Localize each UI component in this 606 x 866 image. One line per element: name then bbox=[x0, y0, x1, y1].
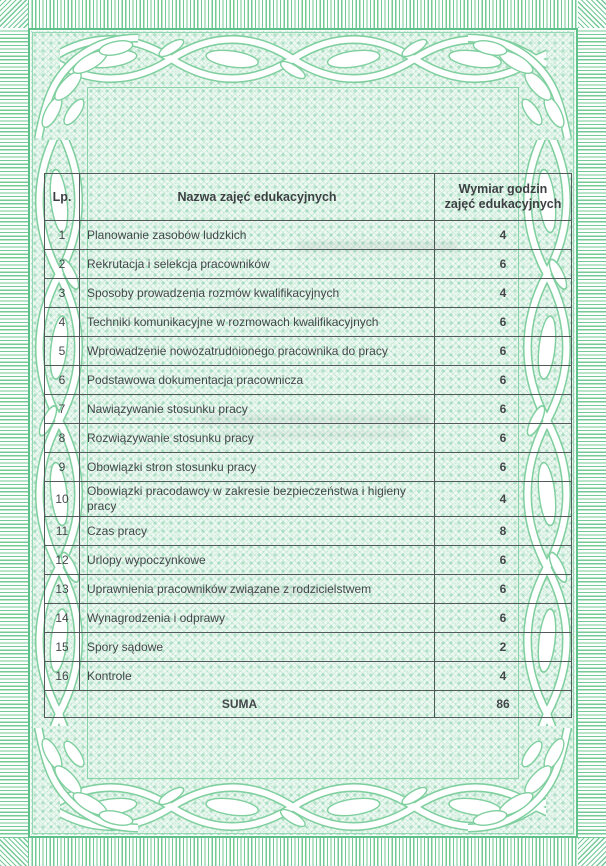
subject-cell: Kontrole bbox=[80, 662, 435, 691]
row-number-cell: 5 bbox=[45, 337, 80, 366]
subject-cell: Czas pracy bbox=[80, 517, 435, 546]
leaf-ornament-corner bbox=[468, 728, 578, 838]
hours-cell: 6 bbox=[435, 395, 572, 424]
subject-cell: Wprowadzenie nowozatrudnionego pracownika do pracy bbox=[80, 337, 435, 366]
table-row bbox=[45, 575, 572, 604]
hours-cell: 6 bbox=[435, 366, 572, 395]
table-row bbox=[45, 482, 572, 517]
row-number-cell: 13 bbox=[45, 575, 80, 604]
table-row bbox=[45, 279, 572, 308]
table-row bbox=[45, 453, 572, 482]
table-row bbox=[45, 250, 572, 279]
subject-cell: Urlopy wypoczynkowe bbox=[80, 546, 435, 575]
leaf-ornament-corner bbox=[28, 28, 138, 138]
subject-cell: Nawiązywanie stosunku pracy bbox=[80, 395, 435, 424]
border-corner-miter bbox=[0, 0, 28, 28]
row-number-cell: 4 bbox=[45, 308, 80, 337]
hours-cell: 6 bbox=[435, 575, 572, 604]
table-row bbox=[45, 221, 572, 250]
subject-cell: Rozwiązywanie stosunku pracy bbox=[80, 424, 435, 453]
summary-hours: 86 bbox=[435, 691, 572, 718]
hours-cell: 4 bbox=[435, 279, 572, 308]
hours-cell: 4 bbox=[435, 221, 572, 250]
table-row bbox=[45, 424, 572, 453]
subject-cell: Spory sądowe bbox=[80, 633, 435, 662]
hours-cell: 4 bbox=[435, 482, 572, 517]
table-row bbox=[45, 395, 572, 424]
row-number-cell: 14 bbox=[45, 604, 80, 633]
hours-cell: 6 bbox=[435, 424, 572, 453]
subject-cell: Techniki komunikacyjne w rozmowach kwalifikacyjnych bbox=[80, 308, 435, 337]
hours-cell: 6 bbox=[435, 337, 572, 366]
border-stripes-left bbox=[0, 28, 28, 838]
row-number-cell: 11 bbox=[45, 517, 80, 546]
subject-cell: Obowiązki stron stosunku pracy bbox=[80, 453, 435, 482]
row-number-cell: 16 bbox=[45, 662, 80, 691]
table-row bbox=[45, 604, 572, 633]
subject-cell: Planowanie zasobów ludzkich bbox=[80, 221, 435, 250]
hours-cell: 6 bbox=[435, 453, 572, 482]
row-number-cell: 10 bbox=[45, 482, 80, 517]
row-number-cell: 8 bbox=[45, 424, 80, 453]
table-row bbox=[45, 308, 572, 337]
leaf-ornament-corner bbox=[28, 728, 138, 838]
border-corner-miter bbox=[0, 838, 28, 866]
hours-cell: 6 bbox=[435, 250, 572, 279]
summary-label: SUMA bbox=[45, 691, 435, 718]
table-row bbox=[45, 366, 572, 395]
subject-cell: Rekrutacja i selekcja pracowników bbox=[80, 250, 435, 279]
table-row bbox=[45, 517, 572, 546]
table-body bbox=[45, 221, 572, 691]
row-number-cell: 7 bbox=[45, 395, 80, 424]
border-corner-miter bbox=[578, 838, 606, 866]
leaf-ornament-corner bbox=[468, 28, 578, 138]
border-stripes-right bbox=[578, 28, 606, 838]
header-hours: Wymiar godzin zajęć edukacyjnych bbox=[435, 174, 572, 221]
row-number-cell: 6 bbox=[45, 366, 80, 395]
subject-cell: Obowiązki pracodawcy w zakresie bezpieczeństwa i higieny pracy bbox=[80, 482, 435, 517]
border-corner-miter bbox=[578, 0, 606, 28]
table-row bbox=[45, 546, 572, 575]
table-row bbox=[45, 633, 572, 662]
subject-cell: Podstawowa dokumentacja pracownicza bbox=[80, 366, 435, 395]
subject-cell: Sposoby prowadzenia rozmów kwalifikacyjnych bbox=[80, 279, 435, 308]
header-lp: Lp. bbox=[45, 174, 80, 221]
border-stripes-top bbox=[28, 0, 578, 28]
row-number-cell: 1 bbox=[45, 221, 80, 250]
row-number-cell: 3 bbox=[45, 279, 80, 308]
row-number-cell: 15 bbox=[45, 633, 80, 662]
header-subject: Nazwa zajęć edukacyjnych bbox=[80, 174, 435, 221]
subject-cell: Uprawnienia pracowników związane z rodzicielstwem bbox=[80, 575, 435, 604]
hours-cell: 6 bbox=[435, 546, 572, 575]
table-header-row bbox=[45, 174, 572, 221]
summary-row bbox=[45, 691, 572, 718]
hours-cell: 4 bbox=[435, 662, 572, 691]
hours-cell: 6 bbox=[435, 604, 572, 633]
row-number-cell: 2 bbox=[45, 250, 80, 279]
border-stripes-bottom bbox=[28, 838, 578, 866]
hours-cell: 2 bbox=[435, 633, 572, 662]
table-row bbox=[45, 337, 572, 366]
table-row bbox=[45, 662, 572, 691]
hours-cell: 6 bbox=[435, 308, 572, 337]
curriculum-table bbox=[44, 173, 572, 718]
hours-cell: 8 bbox=[435, 517, 572, 546]
row-number-cell: 12 bbox=[45, 546, 80, 575]
subject-cell: Wynagrodzenia i odprawy bbox=[80, 604, 435, 633]
row-number-cell: 9 bbox=[45, 453, 80, 482]
